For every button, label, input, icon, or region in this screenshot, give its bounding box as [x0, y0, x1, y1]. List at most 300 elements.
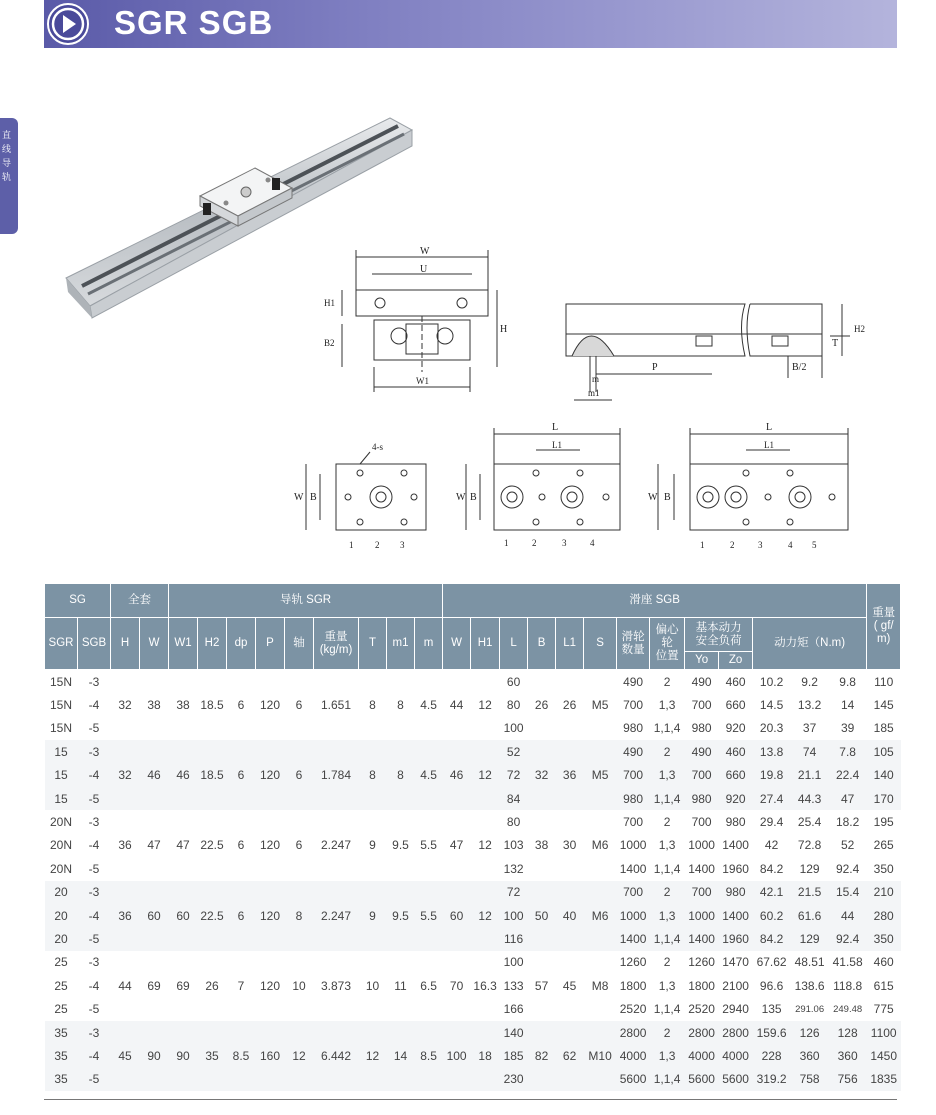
table-row — [45, 881, 901, 904]
header-m1: m1 — [387, 618, 415, 670]
cell-wt: 350 — [867, 927, 901, 950]
cell-dp: 6 — [227, 904, 256, 927]
cell-mx: 319.2 — [753, 1068, 791, 1091]
cell-empty — [111, 1021, 140, 1044]
cell-mz: 360 — [829, 1044, 867, 1067]
cell-yo: 700 — [685, 764, 719, 787]
cell-l1: 62 — [556, 1044, 584, 1067]
cell-rail-weight: 2.247 — [314, 834, 359, 857]
cell-s: M5 — [584, 693, 617, 716]
cell-l: 133 — [500, 974, 528, 997]
cell-sgr: 20 — [45, 881, 78, 904]
cell-wt: 1450 — [867, 1044, 901, 1067]
cell-h: 32 — [111, 764, 140, 787]
header-weight-gf: 重量 ( gf/ m) — [867, 584, 901, 670]
cell-t: 8 — [359, 693, 387, 716]
cell-empty — [111, 717, 140, 740]
cell-my: 61.6 — [791, 904, 829, 927]
cell-mz: 44 — [829, 904, 867, 927]
cell-wheels: 700 — [617, 810, 650, 833]
cell-empty — [387, 997, 415, 1020]
cell-axle: 10 — [285, 974, 314, 997]
cell-empty — [140, 810, 169, 833]
cell-ecc: 1,1,4 — [650, 1068, 685, 1091]
cell-mz: 92.4 — [829, 927, 867, 950]
wheel-number: 2 — [730, 540, 735, 550]
cell-empty — [556, 717, 584, 740]
cell-bw: 47 — [443, 834, 471, 857]
cell-b: 26 — [528, 693, 556, 716]
cell-wt: 615 — [867, 974, 901, 997]
cell-s: M10 — [584, 1044, 617, 1067]
cell-empty — [227, 670, 256, 694]
cell-ecc: 2 — [650, 1021, 685, 1044]
cell-empty — [314, 740, 359, 763]
cell-sgr: 35 — [45, 1021, 78, 1044]
cell-wt: 105 — [867, 740, 901, 763]
cell-empty — [256, 670, 285, 694]
cell-empty — [359, 1068, 387, 1091]
cell-wheels: 980 — [617, 717, 650, 740]
cell-wt: 145 — [867, 693, 901, 716]
cell-empty — [111, 927, 140, 950]
cell-sgr: 20N — [45, 834, 78, 857]
wheel-number: 5 — [812, 540, 817, 550]
cell-empty — [584, 951, 617, 974]
cell-sgr: 20 — [45, 927, 78, 950]
cell-w: 60 — [140, 904, 169, 927]
cell-empty — [169, 1021, 198, 1044]
cell-empty — [443, 717, 471, 740]
top-view-5-hole-drawing — [648, 418, 858, 554]
cell-l: 80 — [500, 810, 528, 833]
cell-empty — [387, 857, 415, 880]
cell-l: 230 — [500, 1068, 528, 1091]
cell-yo: 1400 — [685, 927, 719, 950]
cell-empty — [285, 717, 314, 740]
cell-empty — [359, 740, 387, 763]
cell-empty — [415, 717, 443, 740]
cell-mx: 60.2 — [753, 904, 791, 927]
cell-bh1: 12 — [471, 904, 500, 927]
cell-l: 166 — [500, 997, 528, 1020]
cell-empty — [227, 997, 256, 1020]
cell-empty — [359, 997, 387, 1020]
cell-empty — [169, 787, 198, 810]
dim-label-w: W — [648, 492, 658, 503]
cell-empty — [415, 927, 443, 950]
cell-bw: 70 — [443, 974, 471, 997]
cell-empty — [556, 1021, 584, 1044]
cell-mx: 29.4 — [753, 810, 791, 833]
cell-empty — [387, 810, 415, 833]
cell-empty — [111, 951, 140, 974]
cell-my: 72.8 — [791, 834, 829, 857]
cell-empty — [415, 810, 443, 833]
cell-yo: 4000 — [685, 1044, 719, 1067]
dim-label-b: B — [310, 492, 317, 503]
cell-empty — [169, 810, 198, 833]
wheel-number: 4 — [590, 538, 595, 548]
cell-wheels: 1260 — [617, 951, 650, 974]
cell-axle: 12 — [285, 1044, 314, 1067]
cell-h: 44 — [111, 974, 140, 997]
cell-wt: 195 — [867, 810, 901, 833]
cell-zo: 1960 — [719, 927, 753, 950]
cell-empty — [471, 881, 500, 904]
cell-s: M6 — [584, 834, 617, 857]
cell-wheels: 1800 — [617, 974, 650, 997]
cell-wheels: 700 — [617, 693, 650, 716]
side-tab — [0, 118, 18, 234]
header-w: W — [140, 618, 169, 670]
cell-empty — [256, 997, 285, 1020]
cell-mz: 128 — [829, 1021, 867, 1044]
header-axle: 轴 — [285, 618, 314, 670]
cell-empty — [198, 927, 227, 950]
cell-dp: 6 — [227, 693, 256, 716]
cell-p: 120 — [256, 904, 285, 927]
cell-zo: 2940 — [719, 997, 753, 1020]
cell-empty — [140, 951, 169, 974]
cell-rail-weight: 3.873 — [314, 974, 359, 997]
cell-empty — [387, 951, 415, 974]
cell-empty — [140, 670, 169, 694]
header-sgr: SGR — [45, 618, 78, 670]
cell-w: 38 — [140, 693, 169, 716]
cell-mx: 27.4 — [753, 787, 791, 810]
header-l1: L1 — [556, 618, 584, 670]
cell-empty — [528, 951, 556, 974]
top-view-4-hole-drawing — [456, 418, 631, 554]
cell-wt: 210 — [867, 881, 901, 904]
cell-m: 4.5 — [415, 693, 443, 716]
cell-sgb: -3 — [78, 740, 111, 763]
header-l: L — [500, 618, 528, 670]
cell-w1: 69 — [169, 974, 198, 997]
cell-m: 8.5 — [415, 1044, 443, 1067]
header-zo: Zo — [719, 652, 753, 670]
cell-my: 21.1 — [791, 764, 829, 787]
cell-empty — [387, 881, 415, 904]
cell-empty — [387, 1021, 415, 1044]
cell-h2: 26 — [198, 974, 227, 997]
cell-empty — [169, 670, 198, 694]
cell-sgr: 15 — [45, 787, 78, 810]
cell-empty — [359, 810, 387, 833]
cell-l: 132 — [500, 857, 528, 880]
cell-empty — [198, 670, 227, 694]
header-rail-weight: 重量 (kg/m) — [314, 618, 359, 670]
cell-zo: 660 — [719, 693, 753, 716]
header-b: B — [528, 618, 556, 670]
cell-empty — [227, 1068, 256, 1091]
cell-empty — [227, 857, 256, 880]
cell-empty — [169, 1068, 198, 1091]
cell-empty — [415, 881, 443, 904]
cell-sgb: -4 — [78, 764, 111, 787]
cell-empty — [556, 740, 584, 763]
cell-mx: 84.2 — [753, 857, 791, 880]
header-block-w: W — [443, 618, 471, 670]
cell-mz: 9.8 — [829, 670, 867, 694]
header-w1: W1 — [169, 618, 198, 670]
table-row — [45, 927, 901, 950]
cell-empty — [528, 670, 556, 694]
cell-empty — [528, 740, 556, 763]
cell-s: M8 — [584, 974, 617, 997]
cell-h2: 18.5 — [198, 693, 227, 716]
cell-l: 80 — [500, 693, 528, 716]
cell-yo: 1260 — [685, 951, 719, 974]
cell-zo: 1400 — [719, 834, 753, 857]
cell-rail-weight: 1.651 — [314, 693, 359, 716]
cell-mx: 19.8 — [753, 764, 791, 787]
cell-ecc: 2 — [650, 810, 685, 833]
cell-empty — [471, 670, 500, 694]
table-row — [45, 740, 901, 763]
cell-h: 36 — [111, 834, 140, 857]
cell-empty — [471, 951, 500, 974]
cell-empty — [528, 881, 556, 904]
cell-yo: 490 — [685, 740, 719, 763]
cell-wheels: 490 — [617, 740, 650, 763]
cell-ecc: 1,3 — [650, 904, 685, 927]
cell-empty — [415, 997, 443, 1020]
table-row — [45, 1068, 901, 1091]
cell-empty — [140, 717, 169, 740]
cell-sgb: -4 — [78, 834, 111, 857]
cell-rail-weight: 6.442 — [314, 1044, 359, 1067]
cell-m1: 9.5 — [387, 904, 415, 927]
header-dp: dp — [227, 618, 256, 670]
cell-dp: 6 — [227, 834, 256, 857]
cell-empty — [443, 787, 471, 810]
cell-empty — [528, 1068, 556, 1091]
header-s: S — [584, 618, 617, 670]
dim-label-l: L — [552, 422, 559, 433]
table-row — [45, 717, 901, 740]
cell-empty — [556, 881, 584, 904]
spec-table — [44, 583, 901, 1091]
cell-empty — [443, 857, 471, 880]
cell-ecc: 1,3 — [650, 974, 685, 997]
spec-table-body — [45, 670, 901, 1092]
cell-bh1: 12 — [471, 693, 500, 716]
cell-empty — [198, 857, 227, 880]
cell-sgb: -4 — [78, 693, 111, 716]
cell-my: 291.06 — [791, 997, 829, 1020]
cell-s: M5 — [584, 764, 617, 787]
header-h2: H2 — [198, 618, 227, 670]
table-row — [45, 834, 901, 857]
cell-mz: 92.4 — [829, 857, 867, 880]
cell-yo: 2800 — [685, 1021, 719, 1044]
cell-sgr: 20N — [45, 810, 78, 833]
cell-sgb: -5 — [78, 717, 111, 740]
cell-empty — [169, 740, 198, 763]
cell-dp: 6 — [227, 764, 256, 787]
cell-w: 47 — [140, 834, 169, 857]
cell-mz: 52 — [829, 834, 867, 857]
cell-bh1: 16.3 — [471, 974, 500, 997]
wheel-number: 1 — [349, 540, 354, 550]
header-load-rating: 基本动力 安全负荷 — [685, 618, 753, 652]
cell-empty — [415, 857, 443, 880]
cell-empty — [387, 670, 415, 694]
cell-my: 129 — [791, 857, 829, 880]
cell-mz: 7.8 — [829, 740, 867, 763]
cell-empty — [285, 740, 314, 763]
cell-empty — [256, 1068, 285, 1091]
cell-b: 82 — [528, 1044, 556, 1067]
cell-empty — [140, 740, 169, 763]
cell-ecc: 1,3 — [650, 1044, 685, 1067]
cell-empty — [198, 881, 227, 904]
cell-empty — [227, 740, 256, 763]
cell-l: 100 — [500, 904, 528, 927]
cell-rail-weight: 2.247 — [314, 904, 359, 927]
cell-l: 60 — [500, 670, 528, 694]
dim-label-w: W — [420, 246, 430, 257]
header-yo: Yo — [685, 652, 719, 670]
cell-empty — [169, 717, 198, 740]
cell-empty — [111, 740, 140, 763]
cell-empty — [359, 787, 387, 810]
cell-empty — [584, 787, 617, 810]
cell-empty — [359, 717, 387, 740]
header-sgb: SGB — [78, 618, 111, 670]
cell-empty — [528, 1021, 556, 1044]
cell-empty — [471, 997, 500, 1020]
cell-empty — [285, 997, 314, 1020]
table-row — [45, 904, 901, 927]
cell-mx: 228 — [753, 1044, 791, 1067]
cell-empty — [528, 787, 556, 810]
cell-mz: 756 — [829, 1068, 867, 1091]
cell-empty — [314, 787, 359, 810]
cell-my: 44.3 — [791, 787, 829, 810]
wheel-number: 1 — [504, 538, 509, 548]
cell-empty — [314, 1021, 359, 1044]
cell-my: 758 — [791, 1068, 829, 1091]
cell-empty — [256, 787, 285, 810]
cell-bh1: 12 — [471, 834, 500, 857]
cell-empty — [387, 740, 415, 763]
cell-empty — [285, 787, 314, 810]
cell-empty — [359, 857, 387, 880]
cell-yo: 2520 — [685, 997, 719, 1020]
cell-mx: 42.1 — [753, 881, 791, 904]
cell-empty — [140, 1068, 169, 1091]
cell-empty — [359, 881, 387, 904]
cell-empty — [111, 670, 140, 694]
cell-wheels: 700 — [617, 881, 650, 904]
cell-l: 116 — [500, 927, 528, 950]
cell-l1: 36 — [556, 764, 584, 787]
cell-empty — [471, 810, 500, 833]
cell-mx: 135 — [753, 997, 791, 1020]
cell-sgr: 25 — [45, 951, 78, 974]
side-section-drawing — [560, 296, 876, 408]
cell-my: 37 — [791, 717, 829, 740]
cell-yo: 1400 — [685, 857, 719, 880]
cell-m1: 14 — [387, 1044, 415, 1067]
cell-empty — [227, 1021, 256, 1044]
cell-h2: 18.5 — [198, 764, 227, 787]
table-row — [45, 670, 901, 694]
cell-empty — [471, 740, 500, 763]
cell-sgb: -3 — [78, 1021, 111, 1044]
cell-empty — [387, 787, 415, 810]
cell-sgb: -5 — [78, 857, 111, 880]
cell-empty — [198, 810, 227, 833]
cell-empty — [256, 951, 285, 974]
dim-label-l: L — [766, 422, 773, 433]
cell-mx: 14.5 — [753, 693, 791, 716]
cell-empty — [140, 787, 169, 810]
cell-b: 57 — [528, 974, 556, 997]
cell-empty — [443, 881, 471, 904]
group-header-full-set: 全套 — [111, 584, 169, 618]
cell-sgb: -5 — [78, 1068, 111, 1091]
cell-l: 140 — [500, 1021, 528, 1044]
cell-t: 9 — [359, 834, 387, 857]
cell-empty — [227, 810, 256, 833]
group-header-sg: SG — [45, 584, 111, 618]
cell-empty — [314, 997, 359, 1020]
cell-my: 74 — [791, 740, 829, 763]
cell-ecc: 2 — [650, 740, 685, 763]
header-m: m — [415, 618, 443, 670]
cell-p: 120 — [256, 974, 285, 997]
cell-empty — [256, 1021, 285, 1044]
cell-empty — [111, 810, 140, 833]
note-hole-count: 4-s — [372, 442, 383, 452]
cell-m: 6.5 — [415, 974, 443, 997]
cell-t: 10 — [359, 974, 387, 997]
cell-empty — [528, 927, 556, 950]
cell-empty — [198, 1068, 227, 1091]
cell-empty — [443, 997, 471, 1020]
cell-empty — [415, 740, 443, 763]
cell-ecc: 2 — [650, 881, 685, 904]
cell-empty — [140, 857, 169, 880]
cell-bw: 60 — [443, 904, 471, 927]
cell-empty — [285, 857, 314, 880]
cell-wheels: 1000 — [617, 904, 650, 927]
cell-axle: 6 — [285, 693, 314, 716]
cell-empty — [584, 717, 617, 740]
cell-mx: 42 — [753, 834, 791, 857]
cell-my: 126 — [791, 1021, 829, 1044]
cell-empty — [256, 740, 285, 763]
cell-sgr: 20 — [45, 904, 78, 927]
cell-empty — [285, 951, 314, 974]
cell-empty — [584, 857, 617, 880]
cell-empty — [584, 670, 617, 694]
cell-w1: 90 — [169, 1044, 198, 1067]
play-arrow-circle-icon — [46, 2, 90, 46]
cell-empty — [140, 997, 169, 1020]
cell-b: 32 — [528, 764, 556, 787]
cell-t: 12 — [359, 1044, 387, 1067]
wheel-number: 3 — [758, 540, 763, 550]
cell-m: 5.5 — [415, 904, 443, 927]
cell-l: 52 — [500, 740, 528, 763]
cell-sgr: 35 — [45, 1068, 78, 1091]
header-p: P — [256, 618, 285, 670]
